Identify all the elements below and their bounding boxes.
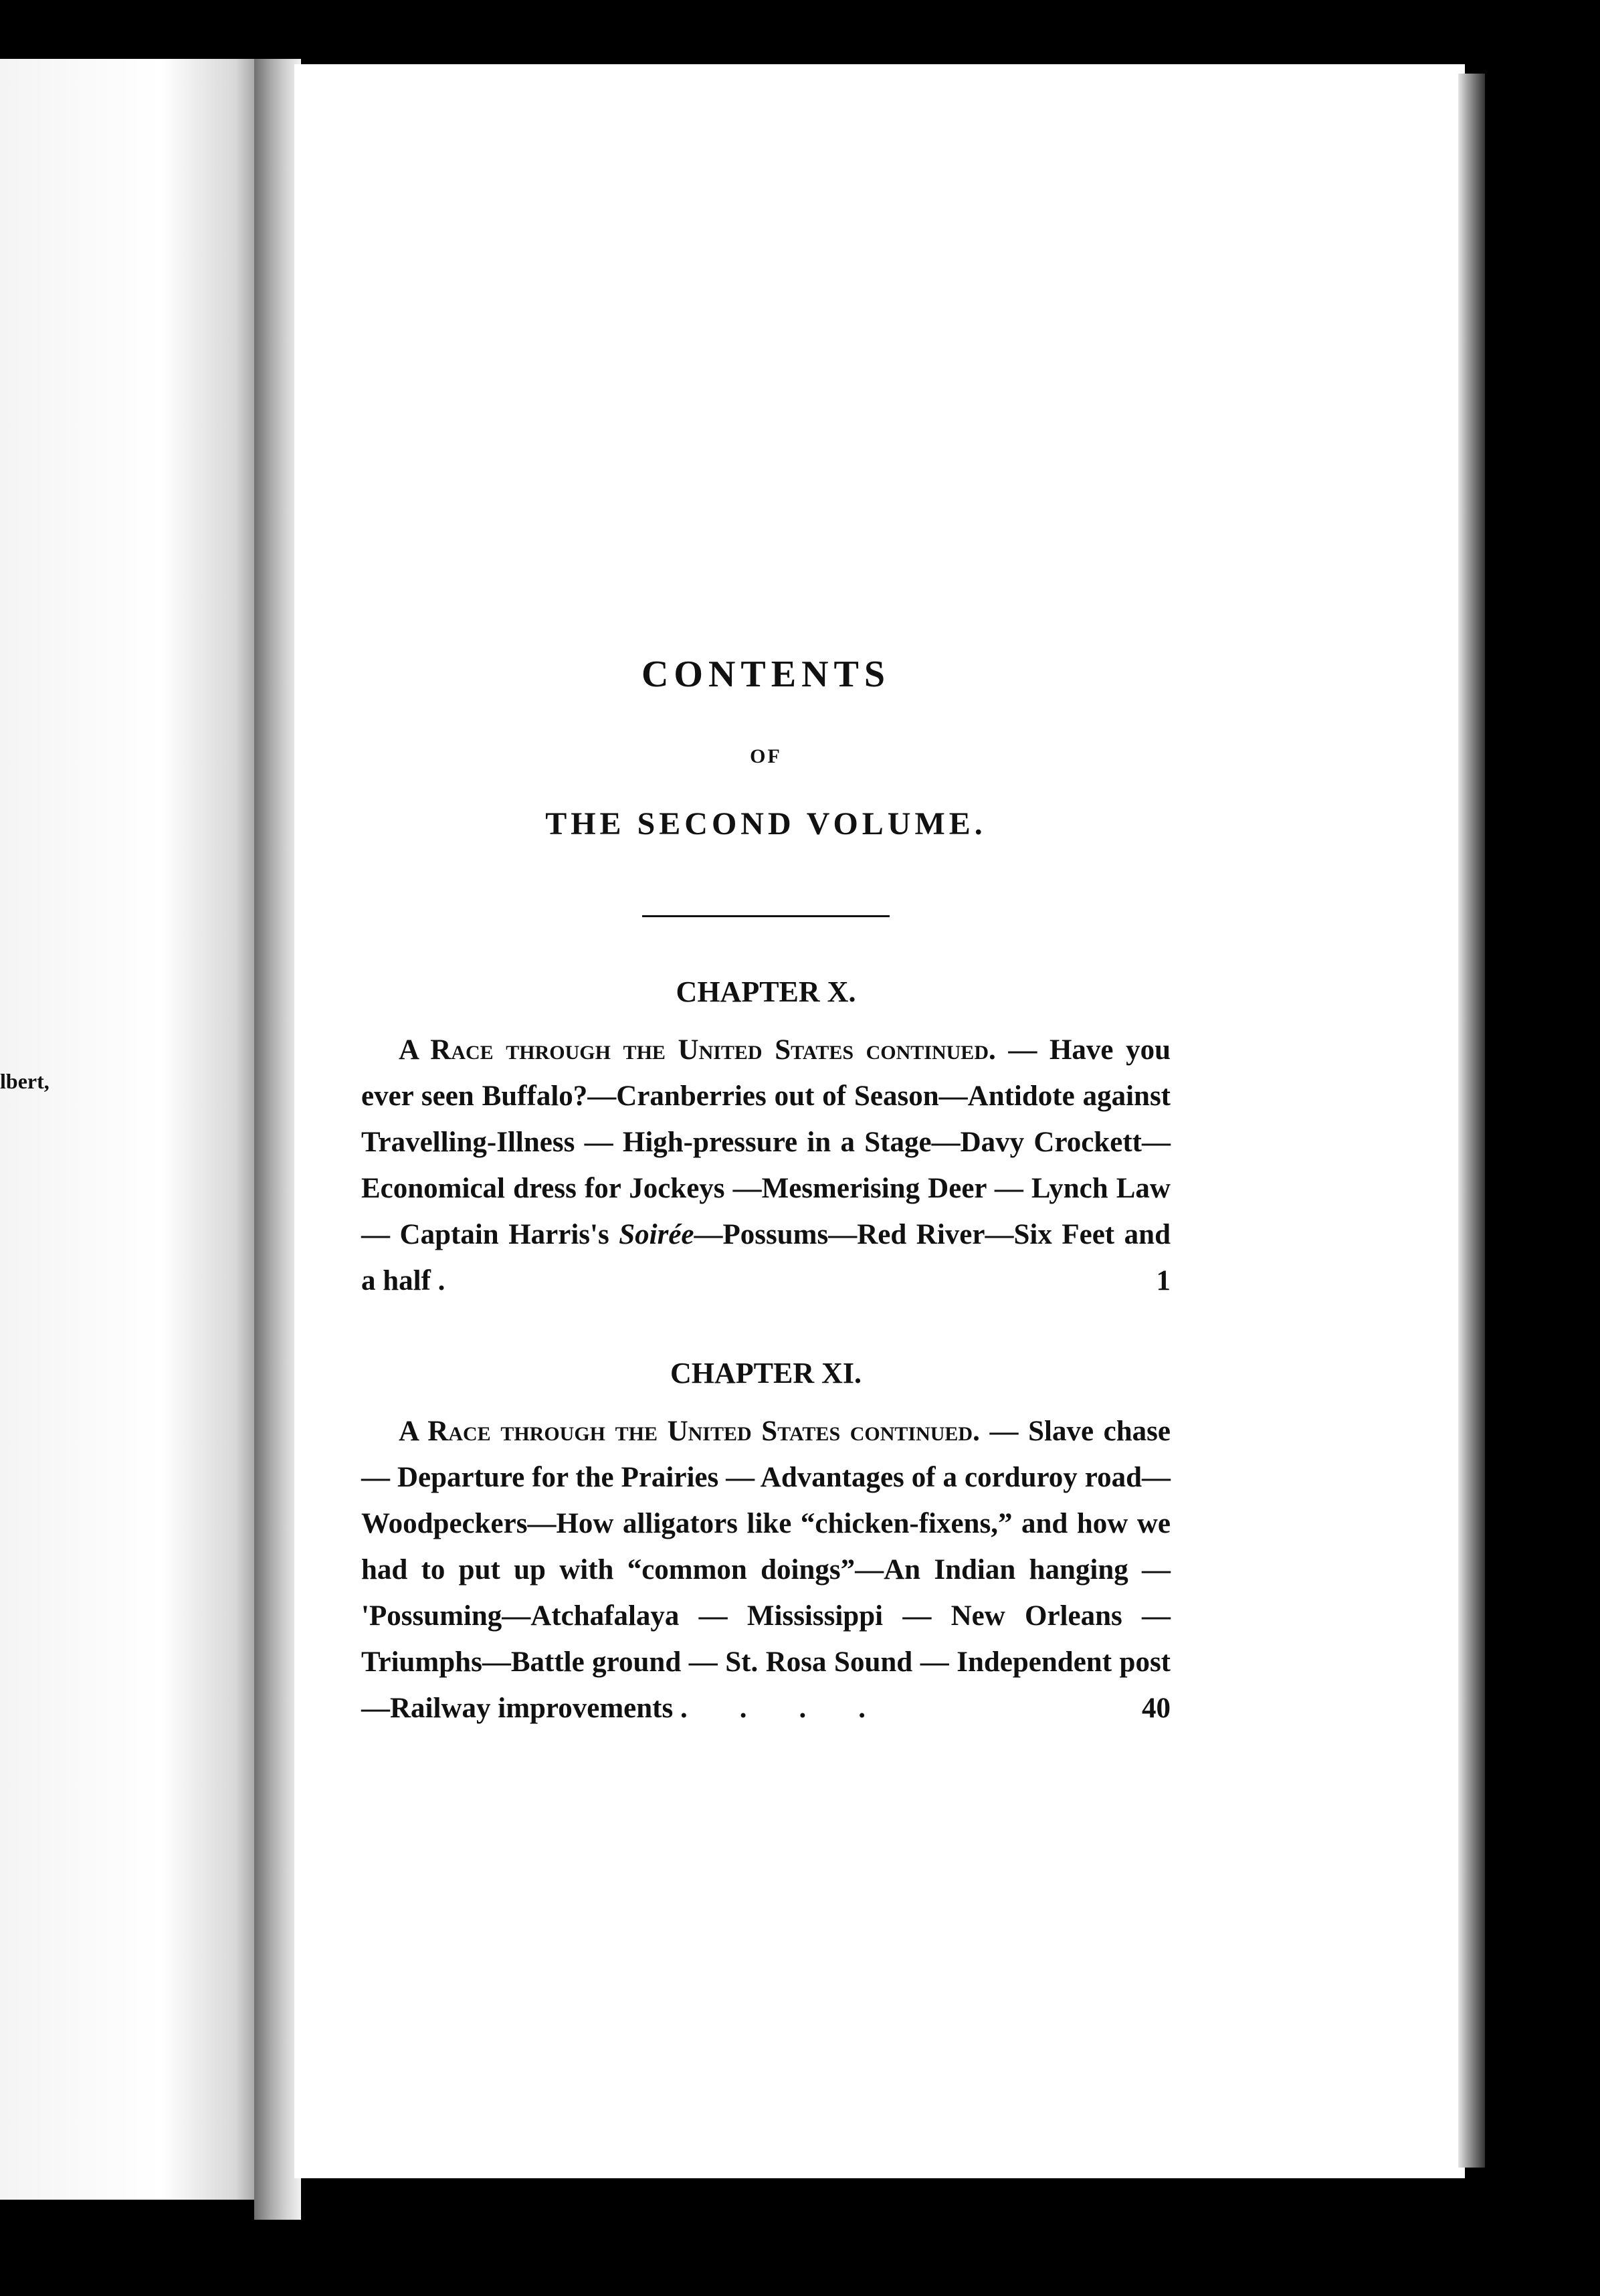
- chapter-page-number: 1: [1156, 1265, 1171, 1297]
- left-page: [0, 59, 268, 2200]
- chapter-summary-text: — Have you ever seen Buffalo?—Cranberries out of Season—Antidote against Travelling-Illness — High-pressure in a Stage—Davy Crockett—Economical dress for Jockeys —Mesmerising Deer — Lynch Law — Captain Harris's: [361, 1034, 1171, 1250]
- chapter-summary-tail: —Possums—Red River—Six Feet and a half .: [361, 1219, 1171, 1297]
- chapter-heading: CHAPTER X.: [676, 975, 856, 1008]
- chapter-heading: CHAPTER XI.: [670, 1357, 862, 1390]
- page-edge: [1458, 74, 1485, 2168]
- contents-title: CONTENTS: [641, 654, 891, 695]
- dot-leader: ....: [680, 1693, 918, 1724]
- chapter-summary-text: — Slave chase — Departure for the Prairies — Advantages of a corduroy road—Woodpeckers—How alligators like “chicken-fixens,” and how we had to put up with “common doings”—An Indian hanging — 'Possuming—Atchafalaya — Mississippi — New Orleans — Triumphs—Battle ground — St. Rosa Sound — Independent post—Railway improvements: [361, 1416, 1171, 1724]
- contents-page: [361, 656, 1171, 1731]
- chapter-italic-text: Soirée: [619, 1219, 694, 1250]
- chapter-summary: [361, 1408, 1171, 1731]
- left-page-text-fragment: lbert,: [0, 1069, 49, 1093]
- chapter-page-number: 40: [1142, 1693, 1171, 1724]
- title-rule: [642, 915, 890, 917]
- chapter-summary: [361, 1027, 1171, 1304]
- chapter-lead: A Race through the United States continued.: [399, 1416, 980, 1447]
- contents-of: OF: [750, 745, 782, 767]
- contents-subtitle: THE SECOND VOLUME.: [545, 806, 987, 842]
- chapter-lead: A Race through the United States continued.: [399, 1034, 996, 1066]
